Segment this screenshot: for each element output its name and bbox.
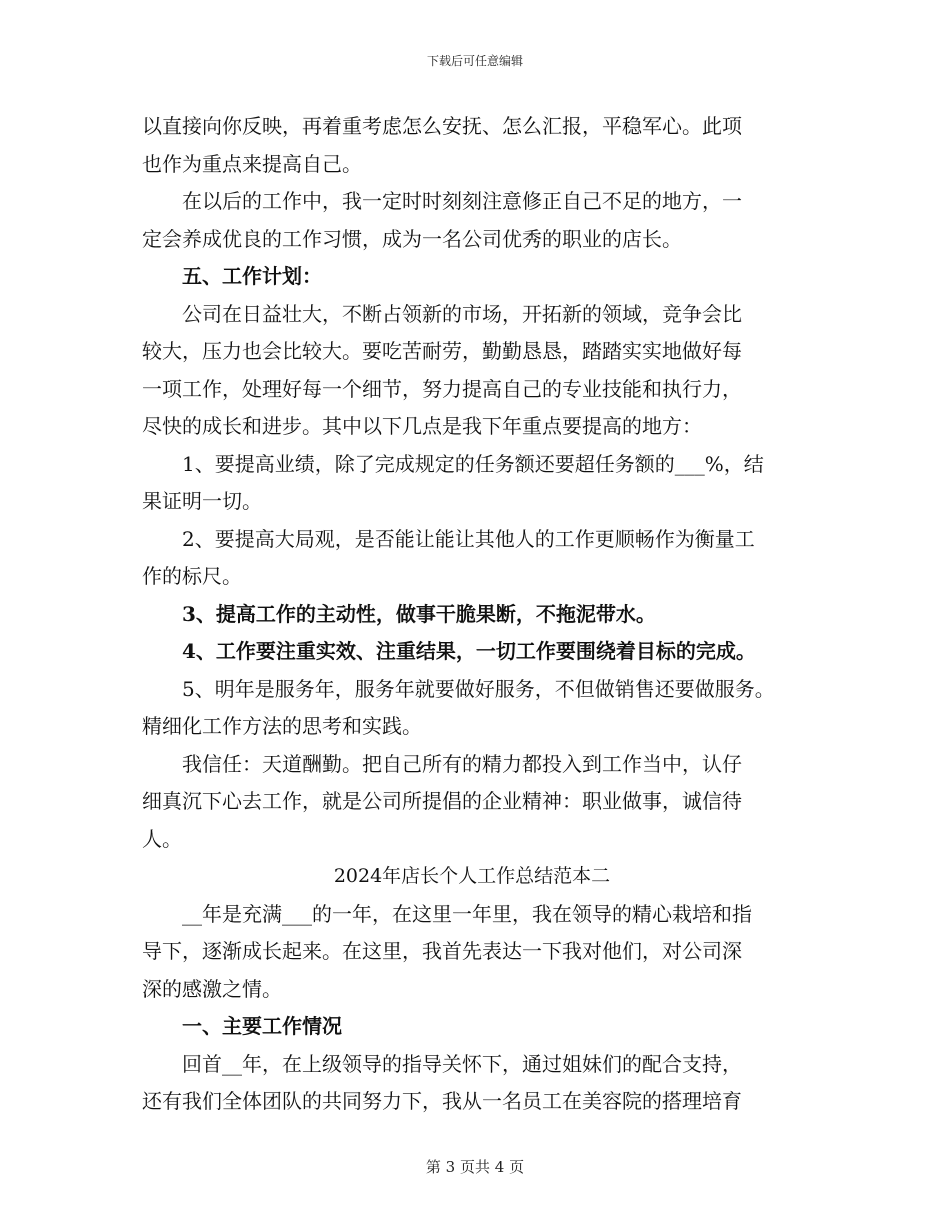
paragraph-line: 定会养成优良的工作习惯，成为一名公司优秀的职业的店长。 [142, 226, 682, 251]
paragraph-line: 人。 [142, 826, 182, 851]
document-title: 2024年店长个人工作总结范本二 [333, 865, 611, 887]
list-item: 2、要提高大局观，是否能让能让其他人的工作更顺畅作为衡量工 [182, 526, 755, 551]
paragraph-line: 以直接向你反映，再着重考虑怎么安抚、怎么汇报，平稳军心。此项 [142, 114, 742, 138]
section-heading: 一、主要工作情况 [182, 1014, 342, 1038]
paragraph-line: 一项工作，处理好每一个细节，努力提高自己的专业技能和执行力， [142, 376, 742, 401]
paragraph-line: 在以后的工作中，我一定时时刻刻注意修正自己不足的地方，一 [182, 189, 742, 213]
paragraph-line: 我信任：天道酬勤。把自己所有的精力都投入到工作当中，认仔 [182, 751, 742, 776]
paragraph-line: 较大，压力也会比较大。要吃苦耐劳，勤勤恳恳，踏踏实实地做好每 [142, 339, 742, 363]
list-item-bold: 3、提高工作的主动性，做事干脆果断，不拖泥带水。 [182, 601, 656, 626]
paragraph-line: 细真沉下心去工作，就是公司所提倡的企业精神：职业做事，诚信待 [142, 789, 742, 813]
paragraph-line: 尽快的成长和进步。其中以下几点是我下年重点要提高的地方： [142, 414, 702, 438]
paragraph-line: 深的感激之情。 [142, 976, 282, 1001]
paragraph-line: 导下，逐渐成长起来。在这里，我首先表达一下我对他们，对公司深 [142, 939, 742, 963]
list-item-continuation: 作的标尺。 [142, 564, 242, 588]
list-item-continuation: 果证明一切。 [142, 489, 262, 513]
page-header: 下载后可任意编辑 [426, 54, 523, 68]
paragraph-line: 也作为重点来提高自己。 [142, 151, 362, 176]
paragraph-line: 还有我们全体团队的共同努力下，我从一名员工在美容院的搭理培育 [142, 1089, 742, 1113]
list-item: 1、要提高业绩，除了完成规定的任务额还要超任务额的___%，结 [182, 451, 764, 476]
document-body [142, 108, 822, 1121]
list-item-bold: 4、工作要注重实效、注重结果，一切工作要围绕着目标的完成。 [182, 639, 756, 663]
section-heading: 五、工作计划： [182, 264, 322, 288]
paragraph-line: __年是充满___的一年，在这里一年里，我在领导的精心栽培和指 [182, 901, 752, 926]
page-footer: 第 3 页共 4 页 [425, 1158, 525, 1176]
paragraph-line: 公司在日益壮大，不断占领新的市场，开拓新的领域，竞争会比 [182, 301, 742, 326]
list-item: 5、明年是服务年，服务年就要做好服务，不但做销售还要做服务。 [182, 676, 775, 701]
paragraph-line: 回首__年，在上级领导的指导关怀下，通过姐妹们的配合支持， [182, 1051, 742, 1076]
list-item-continuation: 精细化工作方法的思考和实践。 [142, 714, 422, 738]
